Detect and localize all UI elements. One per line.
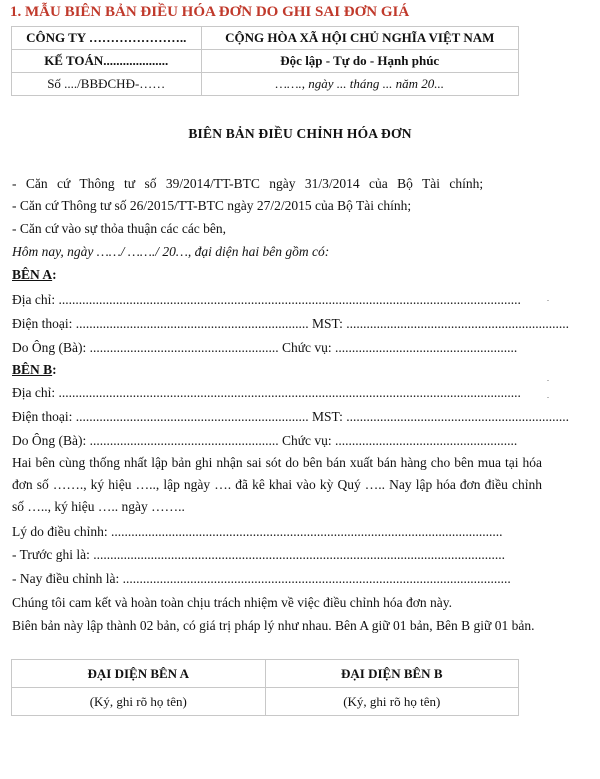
party-b-heading — [12, 362, 57, 378]
document-title: BIÊN BẢN ĐIỀU CHỈNH HÓA ĐƠN — [188, 126, 412, 141]
basis-line-3: - Căn cứ vào sự thỏa thuận các các bên, — [12, 221, 227, 236]
party-a-rep: Do Ông (Bà): ........................................................ Chức vụ: ...................................................... — [12, 340, 518, 355]
agreement-paragraph: Hai bên cùng thống nhất lập bản ghi nhận sai sót do bên bán xuất bán hàng cho bên mua tại hóa đơn số ……., ký hiệu ….., lập ngày …. đã kê khai vào kỳ Quý ….. Nay lập hóa đơn điều chỉnh số ….., ký hiệu ….. ngày …….. — [12, 455, 542, 514]
company-cell: CÔNG TY ………………….. — [12, 27, 202, 50]
document-heading: 1. MẪU BIÊN BẢN ĐIỀU HÓA ĐƠN DO GHI SAI ĐƠN GIÁ — [10, 4, 410, 20]
accounting-cell: KẾ TOÁN.................... — [12, 50, 202, 73]
margin-mark — [547, 380, 549, 381]
signature-table — [11, 659, 519, 716]
after-line: - Nay điều chỉnh là: ................................................................................................................... — [12, 571, 511, 586]
party-b-rep: Do Ông (Bà): ........................................................ Chức vụ: ...................................................... — [12, 433, 518, 448]
party-b-label: BÊN B — [12, 362, 53, 377]
margin-mark — [547, 300, 549, 301]
motto-cell: Độc lập - Tự do - Hạnh phúc — [201, 50, 519, 73]
reason-line: Lý do điều chỉnh: .................................................................................................................... — [12, 524, 503, 539]
margin-mark — [547, 397, 549, 398]
copies-paragraph: Biên bản này lập thành 02 bản, có giá trị pháp lý như nhau. Bên A giữ 01 bản, Bên B giữ 01 bản. — [12, 618, 535, 633]
today-line: Hôm nay, ngày ……/ ……./ 20…, đại diện hai bên gồm có: — [12, 244, 330, 259]
rep-a-title: ĐẠI DIỆN BÊN A — [12, 660, 266, 688]
party-b-phone: Điện thoại: ..................................................................... MST: .................................................................. — [12, 409, 569, 424]
rep-b-title: ĐẠI DIỆN BÊN B — [265, 660, 519, 688]
doc-number-cell: Số ..../BBĐCHĐ-…… — [12, 73, 202, 96]
date-cell: ……., ngày ... tháng ... năm 20... — [201, 73, 519, 96]
party-a-address: Địa chỉ: ......................................................................................................................................... — [12, 292, 521, 307]
basis-line-1: - Căn cứ Thông tư số 39/2014/TT-BTC ngày 31/3/2014 của Bộ Tài chính; — [12, 176, 484, 191]
party-a-phone: Điện thoại: ..................................................................... MST: .................................................................. — [12, 316, 569, 331]
party-a-heading — [12, 267, 57, 283]
party-b-colon: : — [52, 362, 57, 377]
before-line: - Trước ghi là: .......................................................................................................................... — [12, 547, 505, 562]
party-a-label: BÊN A — [12, 267, 53, 282]
rep-b-note: (Ký, ghi rõ họ tên) — [265, 688, 519, 716]
party-a-colon: : — [52, 267, 57, 282]
party-b-address: Địa chỉ: ......................................................................................................................................... — [12, 385, 521, 400]
basis-line-2: - Căn cứ Thông tư số 26/2015/TT-BTC ngày 27/2/2015 của Bộ Tài chính; — [12, 198, 412, 213]
header-table — [11, 26, 519, 96]
country-cell: CỘNG HÒA XÃ HỘI CHỦ NGHĨA VIỆT NAM — [201, 27, 519, 50]
rep-a-note: (Ký, ghi rõ họ tên) — [12, 688, 266, 716]
commit-line: Chúng tôi cam kết và hoàn toàn chịu trách nhiệm về việc điều chỉnh hóa đơn này. — [12, 595, 453, 610]
